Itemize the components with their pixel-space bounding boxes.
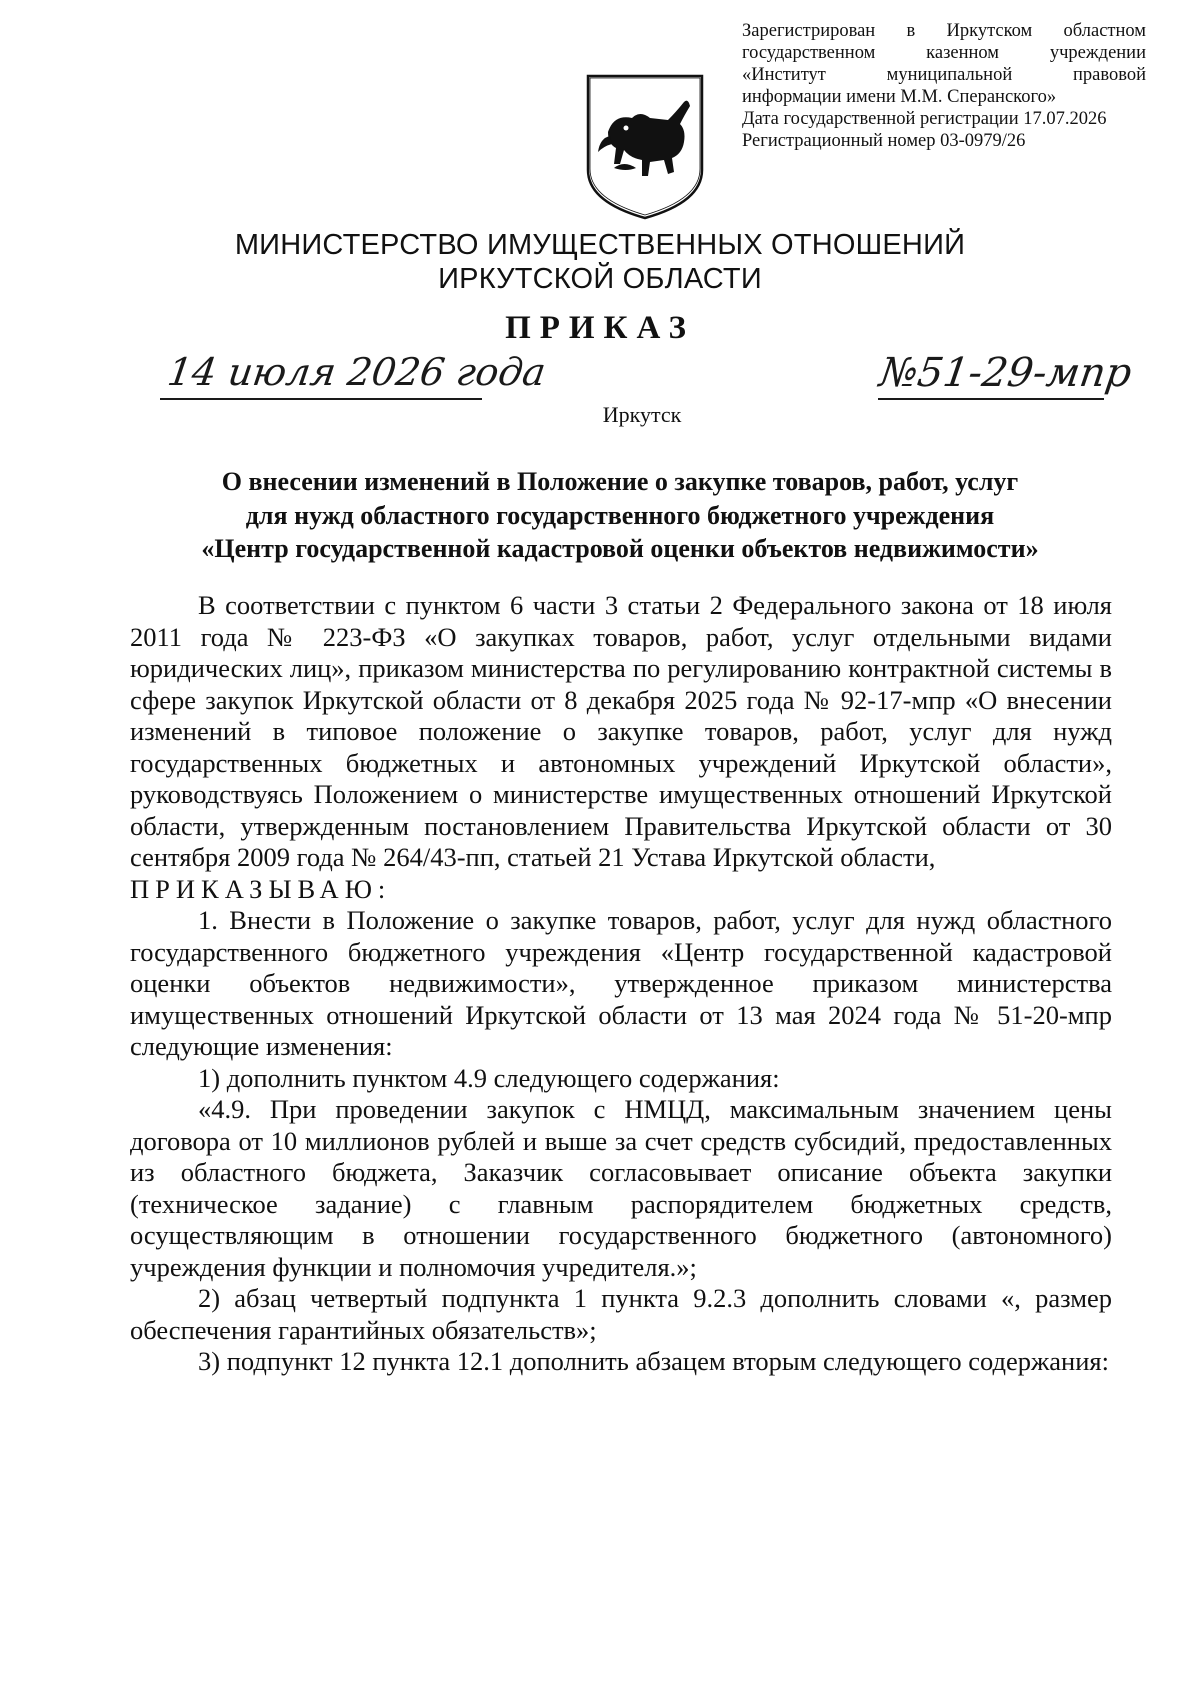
handwritten-order-number: №51-29-мпр	[876, 350, 1135, 396]
coat-of-arms-icon	[580, 72, 710, 222]
subitem-3-paragraph: 3) подпункт 12 пункта 12.1 дополнить абзацем вторым следующего содержания:	[198, 1346, 1109, 1376]
handwritten-date: 14 июля 2026 года	[164, 350, 549, 394]
item-1-paragraph: 1. Внести в Положение о закупке товаров, работ, услуг для нужд областного государственного бюджетного учреждения «Центр государственной кадастровой оценки объектов недвижимости», утвержденное приказом министерства имущественных отношений Иркутской области от 13 мая 2024 года № 51-20-мпр следующие изменения:	[130, 905, 1112, 1061]
document-body	[130, 590, 1112, 1378]
registration-line: Зарегистрирован в Иркутском областном	[742, 21, 1146, 41]
subject-line3: «Центр государственной кадастровой оценки объектов недвижимости»	[201, 534, 1039, 563]
registration-line: государственном казенном учреждении	[742, 43, 1146, 63]
subitem-2-paragraph: 2) абзац четвертый подпункта 1 пункта 9.2.3 дополнить словами «, размер обеспечения гарантийных обязательств»;	[130, 1283, 1112, 1345]
clause-4-9-paragraph: «4.9. При проведении закупок с НМЦД, максимальным значением цены договора от 10 миллионов рублей и выше за счет средств субсидий, предоставленных из областного бюджета, Заказчик согласовывает описание объекта закупки (техническое задание) с главным распорядителем бюджетных средств, осуществляющим в отношении государственного бюджетного (автономного) учреждения функции и полномочия учредителя.»;	[130, 1094, 1112, 1282]
registration-line: информации имени М.М. Сперанского»	[742, 87, 1057, 107]
preamble-paragraph: В соответствии с пунктом 6 части 3 статьи 2 Федерального закона от 18 июля 2011 года № 223-ФЗ «О закупках товаров, работ, услуг отдельными видами юридических лиц», приказом министерства по регулированию контрактной системы в сфере закупок Иркутской области от 8 декабря 2025 года № 92-17-мпр «О внесении изменений в типовое положение о закупке товаров, работ, услуг для нужд государственных бюджетных и автономных учреждений Иркутской области», руководствуясь Положением о министерстве имущественных отношений Иркутской области, утвержденным постановлением Правительства Иркутской области от 30 сентября 2009 года № 264/43-пп, статьей 21 Устава Иркутской области,	[130, 590, 1112, 872]
number-underline	[878, 398, 1104, 400]
registration-date: Дата государственной регистрации 17.07.2026	[742, 109, 1107, 129]
subject-line2: для нужд областного государственного бюджетного учреждения	[245, 500, 995, 530]
ministry-name	[0, 228, 1200, 296]
registration-stamp	[742, 20, 1146, 152]
order-title: ПРИКАЗ	[505, 310, 695, 346]
date-underline	[160, 398, 482, 400]
registration-line: «Институт муниципальной правовой	[742, 65, 1146, 85]
city-name: Иркутск	[602, 402, 682, 427]
ministry-name-line2: ИРКУТСКОЙ ОБЛАСТИ	[438, 263, 762, 295]
subject-line1: О внесении изменений в Положение о закупке товаров, работ, услуг	[221, 467, 1019, 496]
order-subject	[150, 465, 1090, 566]
ministry-name-line1: МИНИСТЕРСТВО ИМУЩЕСТВЕННЫХ ОТНОШЕНИЙ	[234, 229, 966, 261]
prikazyvayu-heading: ПРИКАЗЫВАЮ:	[130, 873, 392, 904]
registration-number: Регистрационный номер 03-0979/26	[742, 131, 1026, 151]
subitem-1-paragraph: 1) дополнить пунктом 4.9 следующего содержания:	[198, 1062, 780, 1093]
